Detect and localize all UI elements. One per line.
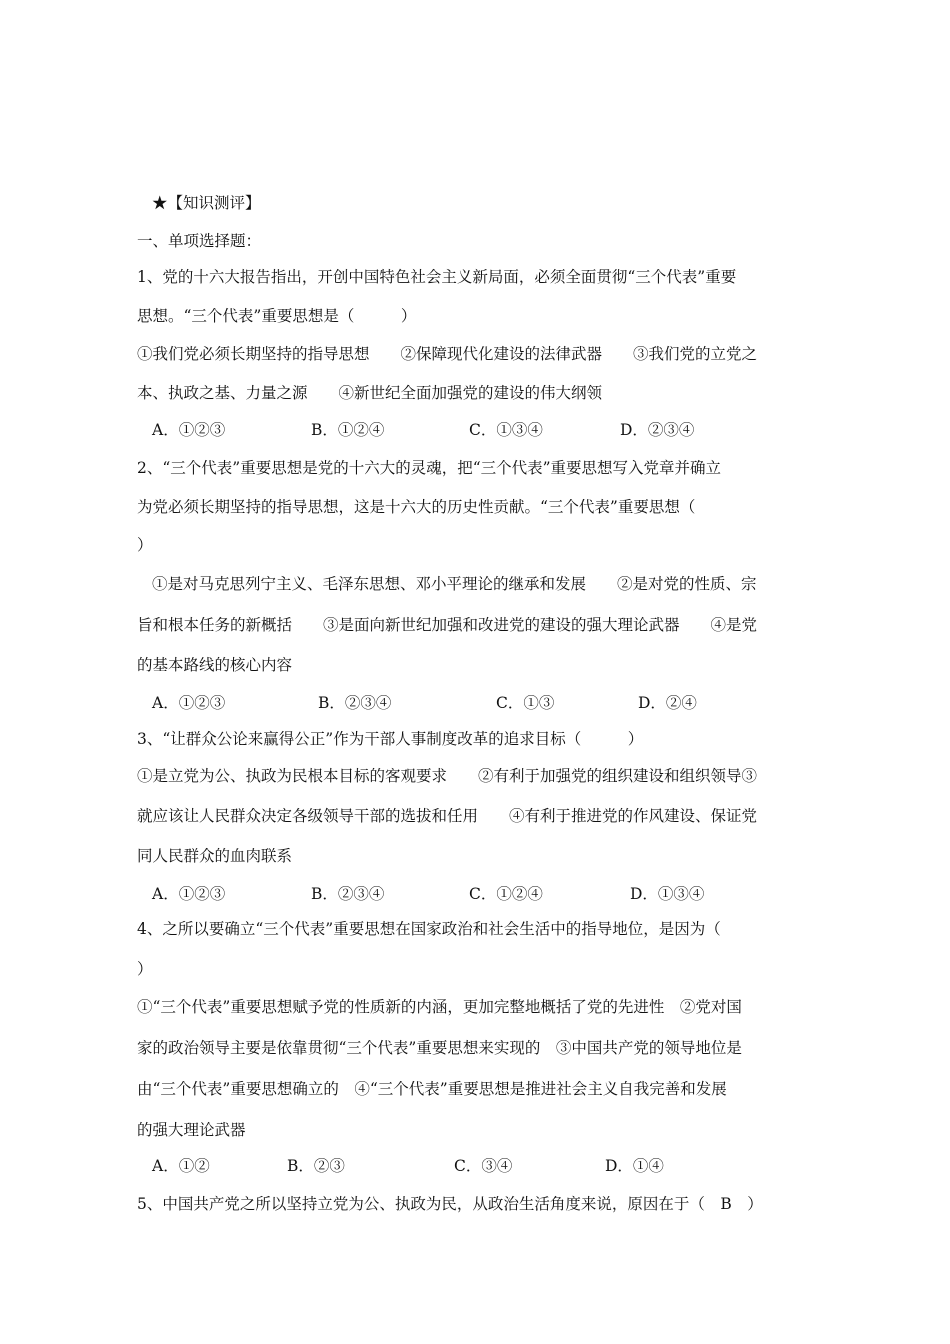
q1-option-a: A．①②③ (152, 421, 226, 439)
q3-option-c: C．①②④ (469, 885, 543, 903)
q4-option-a: A．①② (152, 1157, 210, 1175)
q3-option-a: A．①②③ (152, 885, 226, 903)
q2-statements-line-2: 旨和根本任务的新概括 ③是面向新世纪加强和改进党的建设的强大理论武器 ④是党 (137, 616, 758, 634)
q2-option-d: D．②④ (638, 694, 697, 712)
q5-stem-line-1: 5、中国共产党之所以坚持立党为公、执政为民，从政治生活角度来说，原因在于（ B ） (137, 1195, 763, 1213)
q1-statements-line-1: ①我们党必须长期坚持的指导思想 ②保障现代化建设的法律武器 ③我们党的立党之 (137, 345, 758, 363)
q2-statements-line-3: 的基本路线的核心内容 (137, 656, 293, 674)
q2-statements-line-1: ①是对马克思列宁主义、毛泽东思想、邓小平理论的继承和发展 ②是对党的性质、宗 (152, 575, 757, 593)
q3-statements-line-2: 就应该让人民群众决定各级领导干部的选拔和任用 ④有利于推进党的作风建设、保证党 (137, 807, 758, 825)
q1-statements-line-2: 本、执政之基、力量之源 ④新世纪全面加强党的建设的伟大纲领 (137, 384, 603, 402)
q2-stem-line-3: ） (137, 536, 153, 554)
q3-stem-line-1: 3、“让群众公论来赢得公正”作为干部人事制度改革的追求目标（ ） (137, 730, 644, 748)
section-subtitle: 一、单项选择题： (137, 232, 262, 250)
section-title: ★【知识测评】 (152, 194, 261, 212)
q1-option-b: B．①②④ (311, 421, 385, 439)
q4-statements-line-2: 家的政治领导主要是依靠贯彻“三个代表”重要思想来实现的 ③中国共产党的领导地位是 (137, 1039, 742, 1057)
q4-stem-line-1: 4、之所以要确立“三个代表”重要思想在国家政治和社会生活中的指导地位，是因为（ (137, 920, 721, 938)
q3-statements-line-3: 同人民群众的血肉联系 (137, 847, 293, 865)
q4-option-b: B．②③ (287, 1157, 345, 1175)
q2-option-a: A．①②③ (152, 694, 226, 712)
q4-option-c: C．③④ (454, 1157, 513, 1175)
q4-statements-line-3: 由“三个代表”重要思想确立的 ④“三个代表”重要思想是推进社会主义自我完善和发展 (137, 1080, 727, 1098)
q3-option-d: D．①③④ (630, 885, 705, 903)
q2-option-b: B．②③④ (318, 694, 392, 712)
q1-option-c: C．①③④ (469, 421, 543, 439)
q4-stem-line-2: ） (137, 960, 153, 978)
q4-statements-line-4: 的强大理论武器 (137, 1121, 246, 1139)
q3-option-b: B．②③④ (311, 885, 385, 903)
q2-option-c: C．①③ (496, 694, 555, 712)
q1-option-d: D．②③④ (620, 421, 695, 439)
q1-stem-line-1: 1、党的十六大报告指出，开创中国特色社会主义新局面，必须全面贯彻“三个代表”重要 (137, 268, 737, 286)
q4-option-d: D．①④ (605, 1157, 664, 1175)
q4-statements-line-1: ①“三个代表”重要思想赋予党的性质新的内涵，更加完整地概括了党的先进性 ②党对国 (137, 998, 742, 1016)
q2-stem-line-1: 2、“三个代表”重要思想是党的十六大的灵魂，把“三个代表”重要思想写入党章并确立 (137, 459, 722, 477)
q1-stem-line-2: 思想。“三个代表”重要思想是（ ） (137, 307, 417, 325)
q3-statements-line-1: ①是立党为公、执政为民根本目标的客观要求 ②有利于加强党的组织建设和组织领导③ (137, 767, 758, 785)
q2-stem-line-2: 为党必须长期坚持的指导思想，这是十六大的历史性贡献。“三个代表”重要思想（ (137, 498, 696, 516)
